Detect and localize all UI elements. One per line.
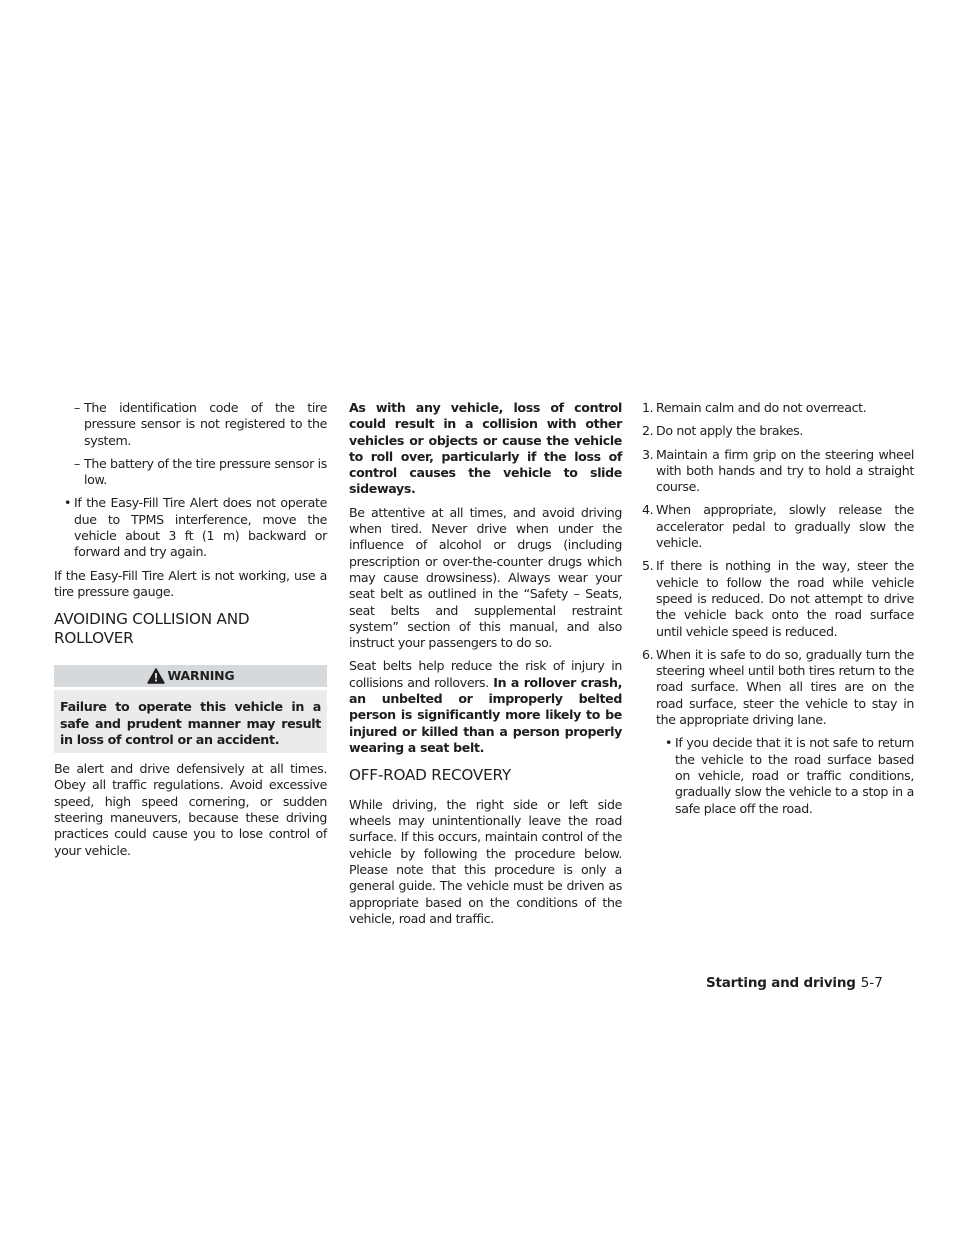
warning-triangle-icon — [147, 668, 165, 684]
sub-bullet-item: • If you decide that it is not safe to return the vehicle to the road surface based on vehicle, road or traffic conditions, gradually slow the vehicle to a stop in a safe place off the road. — [665, 735, 914, 816]
column-left — [54, 400, 327, 866]
list-item: 1. Remain calm and do not overreact. — [642, 400, 867, 415]
dash-item: – The identification code of the tire pressure sensor is not registered to the system. — [74, 400, 327, 448]
warning-text: Failure to operate this vehicle in a safe and prudent manner may result in loss of control or an accident. — [54, 690, 327, 753]
list-item: 6. When it is safe to do so, gradually turn the steering wheel until both tires return to the road surface. When all tires are on the road surface, steer the vehicle to stay in the appropriate driving lane. — [642, 646, 914, 728]
paragraph: Seat belts help reduce the risk of injury in collisions and rollovers. In a rollover crash, an unbelted or improperly belted person is significantly more likely to be injured or killed than a person properly wearing a seat belt. — [349, 658, 622, 755]
list-item: 5. If there is nothing in the way, steer the vehicle to follow the road while vehicle speed is reduced. Do not attempt to drive the vehicle back onto the road surface until vehicle speed is reduced. — [642, 558, 914, 639]
dash-item: – The battery of the tire pressure sensor is low. — [74, 455, 327, 488]
section-heading: OFF-ROAD RECOVERY — [349, 766, 511, 785]
paragraph: If the Easy-Fill Tire Alert is not working, use a tire pressure gauge. — [54, 567, 327, 599]
section-heading: AVOIDING COLLISION AND ROLLOVER — [54, 610, 250, 647]
column-right — [642, 400, 914, 824]
paragraph: While driving, the right side or left side wheels may unintentionally leave the road surface. If this occurs, maintain control of the vehicle by following the procedure below. Please note that this procedure is only a general guide. The vehicle must be driven as appropriate based on the conditions of the vehicle, road and traffic. — [349, 796, 622, 926]
page-number: 5-7 — [860, 975, 883, 991]
warning-title: WARNING — [167, 668, 235, 684]
page-footer — [706, 975, 883, 991]
warning-header — [54, 665, 327, 687]
list-item: 3. Maintain a firm grip on the steering wheel with both hands and try to hold a straight course. — [642, 446, 914, 495]
column-middle — [349, 400, 622, 934]
bullet-item: • If the Easy-Fill Tire Alert does not operate due to TPMS interference, move the vehicle about 3 ft (1 m) backward or forward and try again. — [64, 495, 327, 560]
paragraph: Be alert and drive defensively at all times. Obey all traffic regulations. Avoid excessive speed, high speed cornering, or sudden steering maneuvers, because these driving practices could cause you to lose control of your vehicle. — [54, 761, 327, 858]
list-item: 2. Do not apply the brakes. — [642, 423, 804, 439]
list-item: 4. When appropriate, slowly release the accelerator pedal to gradually slow the vehicle. — [642, 502, 914, 551]
bold-paragraph: As with any vehicle, loss of control could result in a collision with other vehicles or objects or cause the vehicle to roll over, particularly if the loss of control causes the vehicle to slide sideways. — [349, 400, 622, 497]
footer-section-title: Starting and driving — [706, 975, 856, 991]
paragraph: Be attentive at all times, and avoid driving when tired. Never drive when under the influence of alcohol or drugs (including prescription or over-the-counter drugs which may cause drowsiness). Always wear your seat belt as outlined in the “Safety – Seats, seat belts and supplemental restraint system” section of this manual, and also instruct your passengers to do so. — [349, 504, 622, 651]
